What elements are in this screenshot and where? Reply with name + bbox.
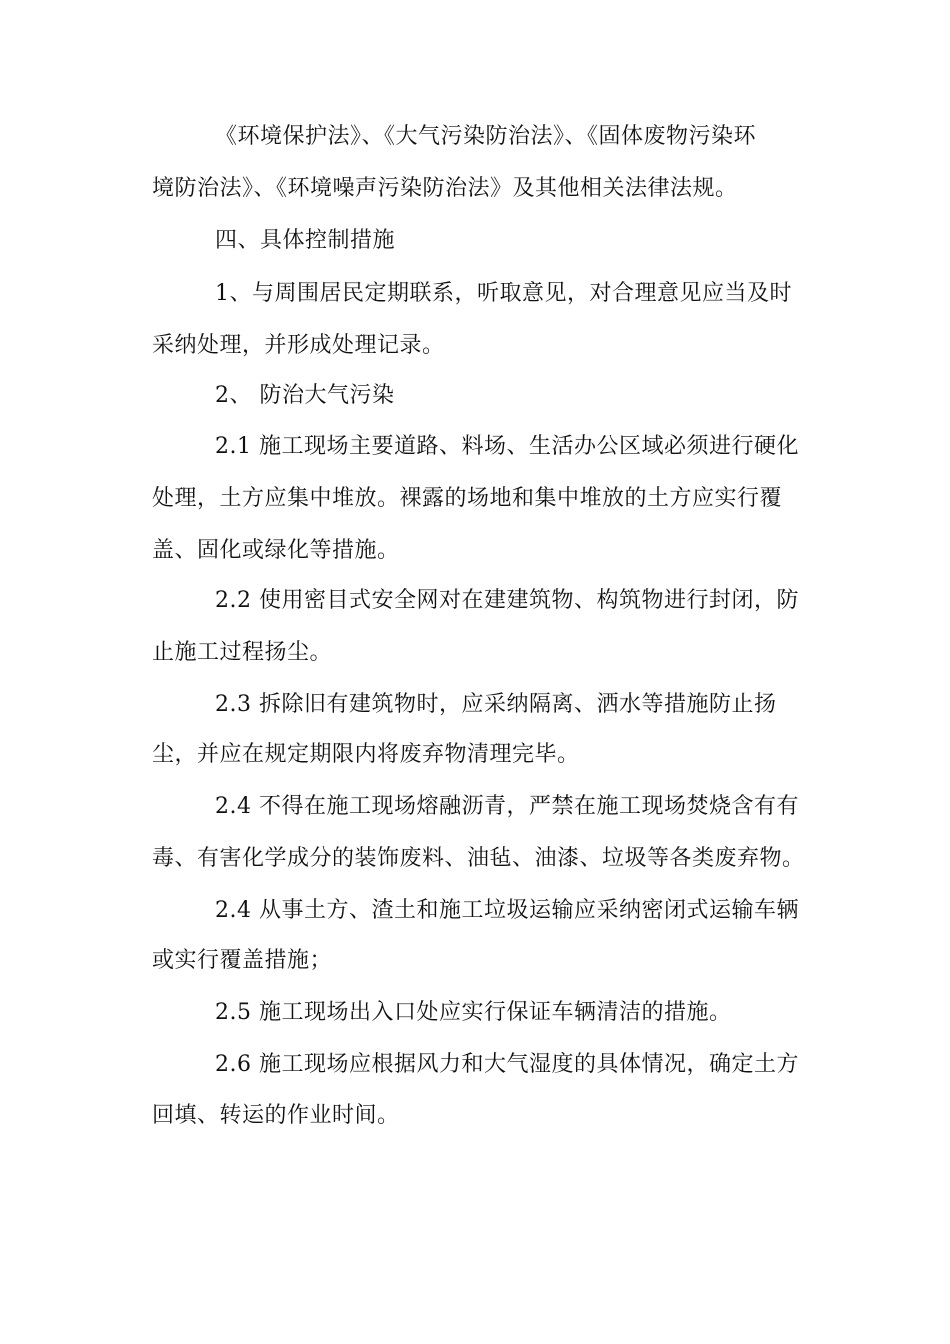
paragraph-line: 2.4 不得在施工现场熔融沥青，严禁在施工现场焚烧含有有 [215,794,799,819]
section-heading: 四、具体控制措施 [215,228,396,253]
paragraph-line: 采纳处理，并形成处理记录。 [152,333,445,358]
paragraph-line: 2.1 施工现场主要道路、料场、生活办公区域必须进行硬化 [215,434,799,459]
paragraph-line: 2.6 施工现场应根据风力和大气湿度的具体情况，确定土方 [215,1052,799,1077]
paragraph-line: 回填、转运的作业时间。 [152,1103,400,1128]
paragraph-line: 《环境保护法》、《大气污染防治法》、《固体废物污染环 [215,124,757,149]
paragraph-line: 境防治法》、《环境噪声污染防治法》及其他相关法律法规。 [152,176,738,201]
subsection-heading: 2、 防治大气污染 [215,383,395,408]
paragraph-line: 2.4 从事土方、渣土和施工垃圾运输应采纳密闭式运输车辆 [215,898,799,923]
paragraph-line: 止施工过程扬尘。 [152,640,333,665]
paragraph-line: 2.5 施工现场出入口处应实行保证车辆清洁的措施。 [215,1000,732,1025]
paragraph-line: 尘，并应在规定期限内将废弃物清理完毕。 [152,742,580,767]
paragraph-line: 2.2 使用密目式安全网对在建建筑物、构筑物进行封闭，防 [215,588,799,613]
paragraph-line: 盖、固化或绿化等措施。 [152,538,400,563]
paragraph-line: 处理，土方应集中堆放。裸露的场地和集中堆放的土方应实行覆 [152,486,783,511]
paragraph-line: 毒、有害化学成分的装饰废料、油毡、油漆、垃圾等各类废弃物。 [152,846,805,871]
paragraph-line: 或实行覆盖措施； [152,948,333,973]
paragraph-line: 2.3 拆除旧有建筑物时，应采纳隔离、洒水等措施防止扬 [215,692,777,717]
paragraph-line: 1、与周围居民定期联系，听取意见，对合理意见应当及时 [215,281,792,306]
